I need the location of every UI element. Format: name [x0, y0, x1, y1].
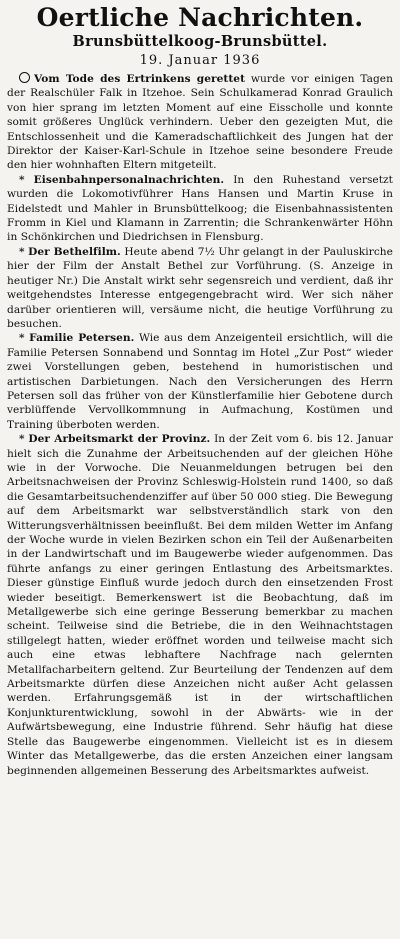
article-bethel-film: [7, 245, 393, 331]
article-text: Heute abend 7½ Uhr gelangt in der Pauluskirche hier der Film der Anstalt Bethel zur Vorführung. (S. Anzeige in heutiger Nr.) Die Anstalt wirkt sehr segensreich und verdient, daß ihr weitgehendstes Interesse entgegengebracht wird. Wer sich näher darüber orientieren will, versäume nicht, die heutige Vorführung zu besuchen.: [7, 245, 393, 330]
article-column: [7, 72, 393, 778]
asterisk-marker: *: [19, 433, 25, 446]
article-text: Wie aus dem Anzeigenteil ersichtlich, will die Familie Petersen Sonnabend und Sonntag im Hotel „Zur Post“ wieder zwei Vorstellungen geben, bestehend in humoristischen und artistischen Darbietungen. Nach den Versicherungen des Herrn Petersen soll das früher von der Künstlerfamilie hier Gebotene durch verblüffende Vervollkommnung in Aufmachung, Kostümen und Training überboten werden.: [7, 332, 393, 431]
article-heading: Der Bethelfilm.: [28, 245, 121, 258]
article-rescue: [7, 72, 393, 173]
dateline: 19. Januar 1936: [139, 53, 261, 68]
article-heading: Vom Tode des Ertrinkens gerettet: [34, 73, 246, 85]
article-railway-staff: [7, 173, 393, 245]
article-family-petersen: [7, 331, 393, 432]
article-text: In der Zeit vom 6. bis 12. Januar hielt sich die Zunahme der Arbeitsuchenden auf der gleichen Höhe wie in der Vorwoche. Die Neuanmeldungen betrugen bei den Arbeitsnachweisen der Provinz Schleswig-Holstein rund 1400, so daß die Gesamtarbeitsuchendenziffer auf über 50 000 stieg. Die Bewegung auf dem Arbeitsmarkt war selbstverständlich stark von den Witterungsverhältnissen beeinflußt. Bei dem milden Wetter im Anfang der Woche wurde in vielen Bezirken schon ein Teil der Außenarbeiten in der Landwirtschaft und im Baugewerbe wieder aufgenommen. Das führte anfangs zu einer geringen Entlastung des Arbeitsmarktes. Dieser günstige Einfluß wurde jedoch durch den einsetzenden Frost wieder beseitigt. Bemerkenswert ist die Beobachtung, daß im Metallgewerbe sich eine geringe Besserung bemerkbar zu machen scheint. Teilweise sind die Betriebe, die in den Weihnachtstagen stillgelegt hatten, wieder eröffnet worden und teilweise macht sich auch eine etwas lebhaftere Nachfrage nach gelernten Metallfacharbeitern geltend. Zur Beurteilung der Tendenzen auf dem Arbeitsmarkte dürfen diese Anzeichen nicht außer Acht gelassen werden. Erfahrungsgemäß ist in der wirtschaftlichen Konjunkturentwicklung, sowohl in der Abwärts- wie in der Aufwärtsbewegung, eine Industrie führend. Sehr häufig hat diese Stelle das Baugewerbe eingenommen. Vielleicht ist es in diesem Winter das Metallgewerbe, das die ersten Anzeichen einer langsam beginnenden allgemeinen Besserung des Arbeitsmarktes aufweist.: [7, 433, 393, 777]
article-heading: Eisenbahnpersonalnachrichten.: [33, 173, 225, 186]
section-title: Oertliche Nachrichten.: [36, 3, 364, 32]
article-heading: Der Arbeitsmarkt der Provinz.: [28, 433, 211, 446]
asterisk-marker: *: [19, 332, 25, 345]
article-heading: Familie Petersen.: [29, 332, 135, 345]
asterisk-marker: *: [19, 245, 25, 258]
article-text: In den Ruhestand versetzt wurden die Lokomotivführer Hans Hansen und Martin Kruse in Eidelstedt und Mahler in Brunsbüttelkoog; die Eisenbahnassistenten Fromm in Kiel und Klamann in Zarrentin; die Schrankenwärter Höhn in Schönkirchen und Diedrichsen in Flensburg.: [7, 173, 393, 244]
asterisk-marker: *: [19, 173, 25, 186]
article-text: wurde vor einigen Tagen der Realschüler Falk in Itzehoe. Sein Schulkamerad Konrad Graulich von hier sprang im letzten Moment auf eine Eisscholle und konnte somit größeres Unglück verhindern. Ueber den gezeigten Mut, die Entschlossenheit und die Kameradschaftlichkeit des Jungen hat der Direktor der Kaiser-Karl-Schule in Itzehoe seine besondere Freude den hier wohnhaften Eltern mitgeteilt.: [7, 73, 394, 172]
article-labour-market: [7, 432, 393, 778]
section-subtitle: Brunsbüttelkoog-Brunsbüttel.: [72, 33, 328, 50]
ring-icon: [19, 72, 30, 83]
